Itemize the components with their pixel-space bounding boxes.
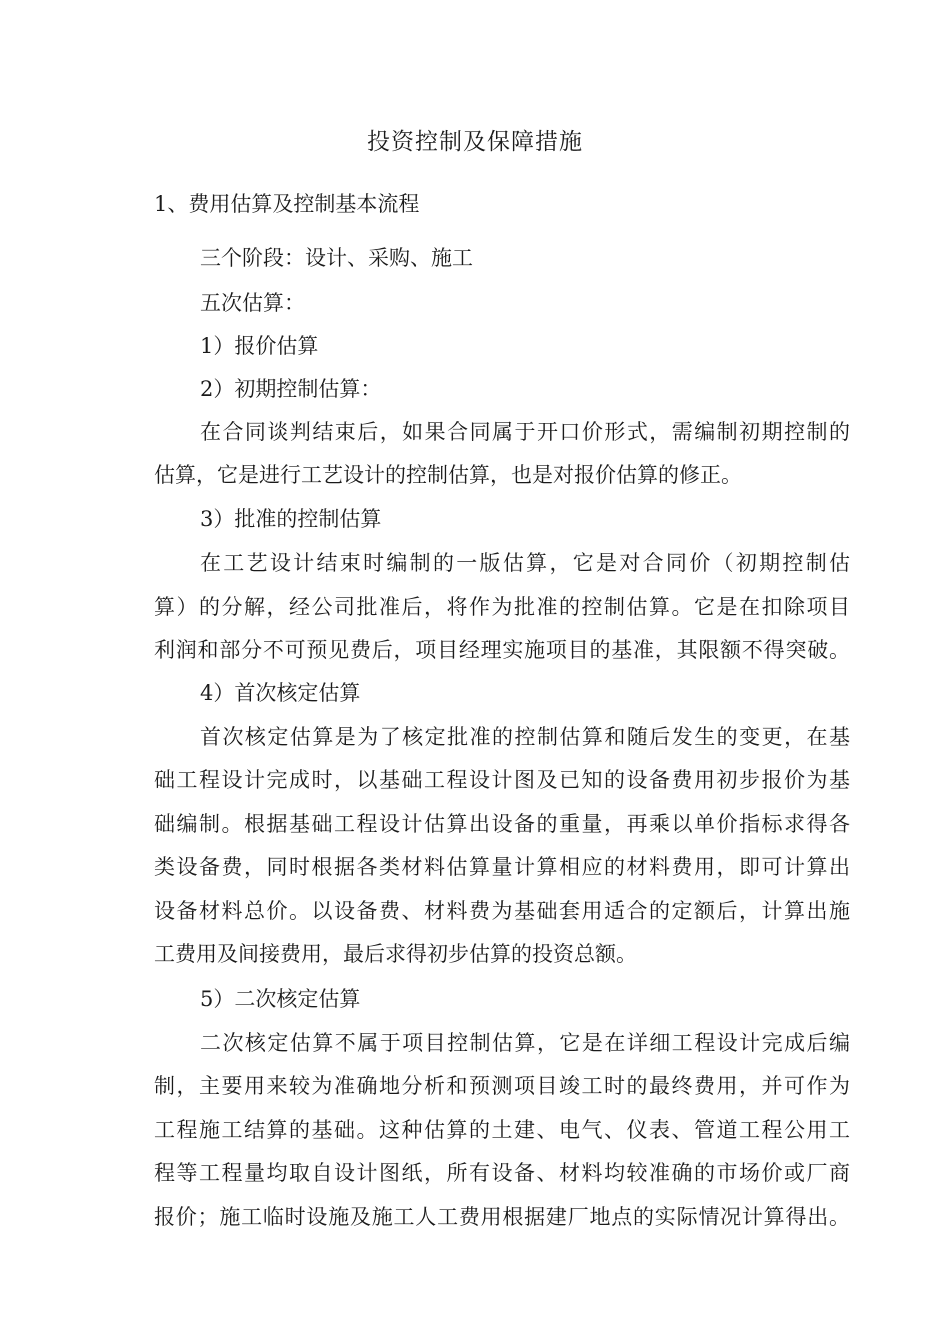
item3-paragraph-line: 利润和部分不可预见费后，项目经理实施项目的基准，其限额不得突破。 [154,638,850,662]
item5-paragraph-line: 报价；施工临时设施及施工人工费用根据建厂地点的实际情况计算得出。 [154,1205,850,1229]
section-heading: 1、费用估算及控制基本流程 [154,192,420,216]
item4-paragraph-line: 础编制。根据基础工程设计估算出设备的重量，再乘以单价指标求得各 [154,812,850,836]
item3-paragraph-line: 算）的分解，经公司批准后，将作为批准的控制估算。它是在扣除项目 [154,595,850,619]
item4-paragraph-line: 类设备费，同时根据各类材料估算量计算相应的材料费用，即可计算出 [154,855,850,879]
item4-paragraph-line: 工费用及间接费用，最后求得初步估算的投资总额。 [154,942,637,966]
stages-line: 三个阶段：设计、采购、施工 [200,246,473,270]
item5-paragraph-line: 制，主要用来较为准确地分析和预测项目竣工时的最终费用，并可作为 [154,1074,850,1098]
item5-paragraph-line: 工程施工结算的基础。这种估算的土建、电气、仪表、管道工程公用工 [154,1118,850,1142]
item5-paragraph-line: 程等工程量均取自设计图纸，所有设备、材料均较准确的市场价或厂商 [154,1161,850,1185]
item3-paragraph-line: 在工艺设计结束时编制的一版估算，它是对合同价（初期控制估 [200,551,850,575]
item4-paragraph-line: 首次核定估算是为了核定批准的控制估算和随后发生的变更，在基 [200,725,850,749]
item4-paragraph-line: 础工程设计完成时，以基础工程设计图及已知的设备费用初步报价为基 [154,768,850,792]
item4-paragraph-line: 设备材料总价。以设备费、材料费为基础套用适合的定额后，计算出施 [154,899,850,923]
item5-paragraph-line: 二次核定估算不属于项目控制估算，它是在详细工程设计完成后编 [200,1031,850,1055]
item3-label: 3）批准的控制估算 [200,507,382,531]
item4-label: 4）首次核定估算 [200,681,361,705]
five-estimates-label: 五次估算： [200,291,305,315]
item5-label: 5）二次核定估算 [200,987,361,1011]
item2-paragraph-line: 在合同谈判结束后，如果合同属于开口价形式，需编制初期控制的 [200,420,850,444]
document-title: 投资控制及保障措施 [367,129,583,155]
item1-label: 1）报价估算 [200,334,319,358]
item2-paragraph-line: 估算，它是进行工艺设计的控制估算，也是对报价估算的修正。 [154,463,742,487]
item2-label: 2）初期控制估算： [200,377,382,401]
